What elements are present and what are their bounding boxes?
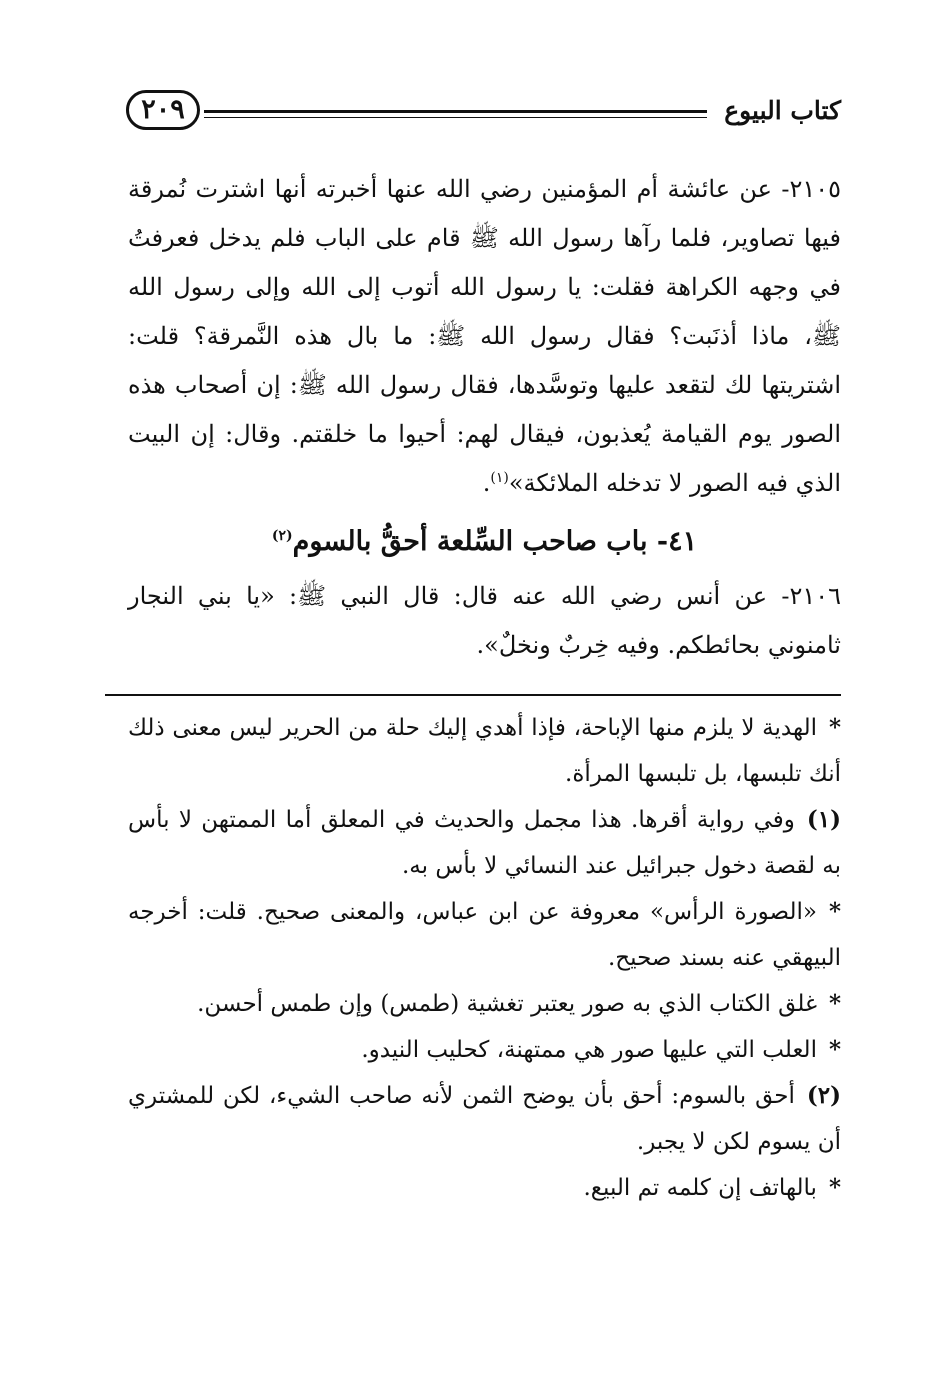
note-text: غلق الكتاب الذي به صور يعتبر تغشية (طمس) وإن طمس أحسن. [197, 991, 817, 1017]
note-item [128, 889, 841, 981]
note-item [128, 981, 841, 1027]
footnote-ref-2: (٢) [271, 528, 293, 544]
note-text: أحق بالسوم: أحق بأن يوضح الثمن لأنه صاحب الشيء، لكن للمشتري أن يسوم لكن لا يجبر. [128, 1083, 841, 1155]
header-rule [204, 110, 707, 118]
note-item [128, 1073, 841, 1165]
note-item [128, 1165, 841, 1211]
footnote-divider [105, 694, 841, 696]
note-marker: * [828, 1036, 841, 1063]
page-header [126, 90, 841, 134]
footnote-ref-1: (١) [490, 470, 509, 486]
note-marker: * [828, 990, 841, 1017]
note-text: وفي رواية أقرها. هذا مجمل والحديث في المعلق أما الممتهن لا بأس به لقصة دخول جبرائيل عند النسائي لا بأس به. [128, 807, 841, 879]
note-item [128, 1027, 841, 1073]
chapter-heading [128, 518, 841, 566]
note-marker: * [828, 1174, 841, 1201]
main-text [128, 165, 841, 670]
hadith-2106: ٢١٠٦- عن أنس رضي الله عنه قال: قال النبي ﷺ: «يا بني النجار ثامنوني بحائطكم. وفيه خِربٌ ونخلٌ». [128, 582, 841, 659]
page-number: ٢٠٩ [126, 90, 200, 130]
note-marker: * [828, 714, 841, 741]
note-marker: (٢) [806, 1082, 841, 1109]
running-title: كتاب البيوع [724, 96, 841, 125]
hadith-2105-end: . [482, 469, 491, 497]
hadith-2105 [128, 165, 841, 508]
note-text: الهدية لا يلزم منها الإباحة، فإذا أهدي إليك حلة من الحرير ليس معنى ذلك أنك تلبسها، بل تلبسها المرأة. [128, 715, 841, 787]
note-marker: (١) [806, 806, 841, 833]
note-text: العلب التي عليها صور هي ممتهنة، كحليب النيدو. [361, 1037, 817, 1063]
hadith-2105-text: ٢١٠٥- عن عائشة أم المؤمنين رضي الله عنها أخبرته أنها اشترت نُمرقة فيها تصاوير، فلما رآها رسول الله ﷺ قام على الباب فلم يدخل فعرفتُ في وجهه الكراهة فقلت: يا رسول الله أتوب إلى الله وإلى رسول الله ﷺ، ماذا أذنَبت؟ فقال رسول الله ﷺ: ما بال هذه النَّمرقة؟ قلت: اشتريتها لك لتقعد عليها وتوسَّدها، فقال رسول الله ﷺ: إن أصحاب هذه الصور يوم القيامة يُعذبون، فيقال لهم: أحيوا ما خلقتم. وقال: إن البيت الذي فيه الصور لا تدخله الملائكة» [128, 175, 841, 497]
note-marker: * [828, 898, 841, 925]
note-item [128, 705, 841, 797]
note-text: «الصورة الرأس» معروفة عن ابن عباس، والمعنى صحيح. قلت: أخرجه البيهقي عنه بسند صحيح. [128, 899, 841, 971]
chapter-title: ٤١- باب صاحب السِّلعة أحقُّ بالسوم [292, 526, 698, 557]
footnotes [128, 705, 841, 1211]
note-text: بالهاتف إن كلمه تم البيع. [583, 1175, 817, 1201]
note-item [128, 797, 841, 889]
